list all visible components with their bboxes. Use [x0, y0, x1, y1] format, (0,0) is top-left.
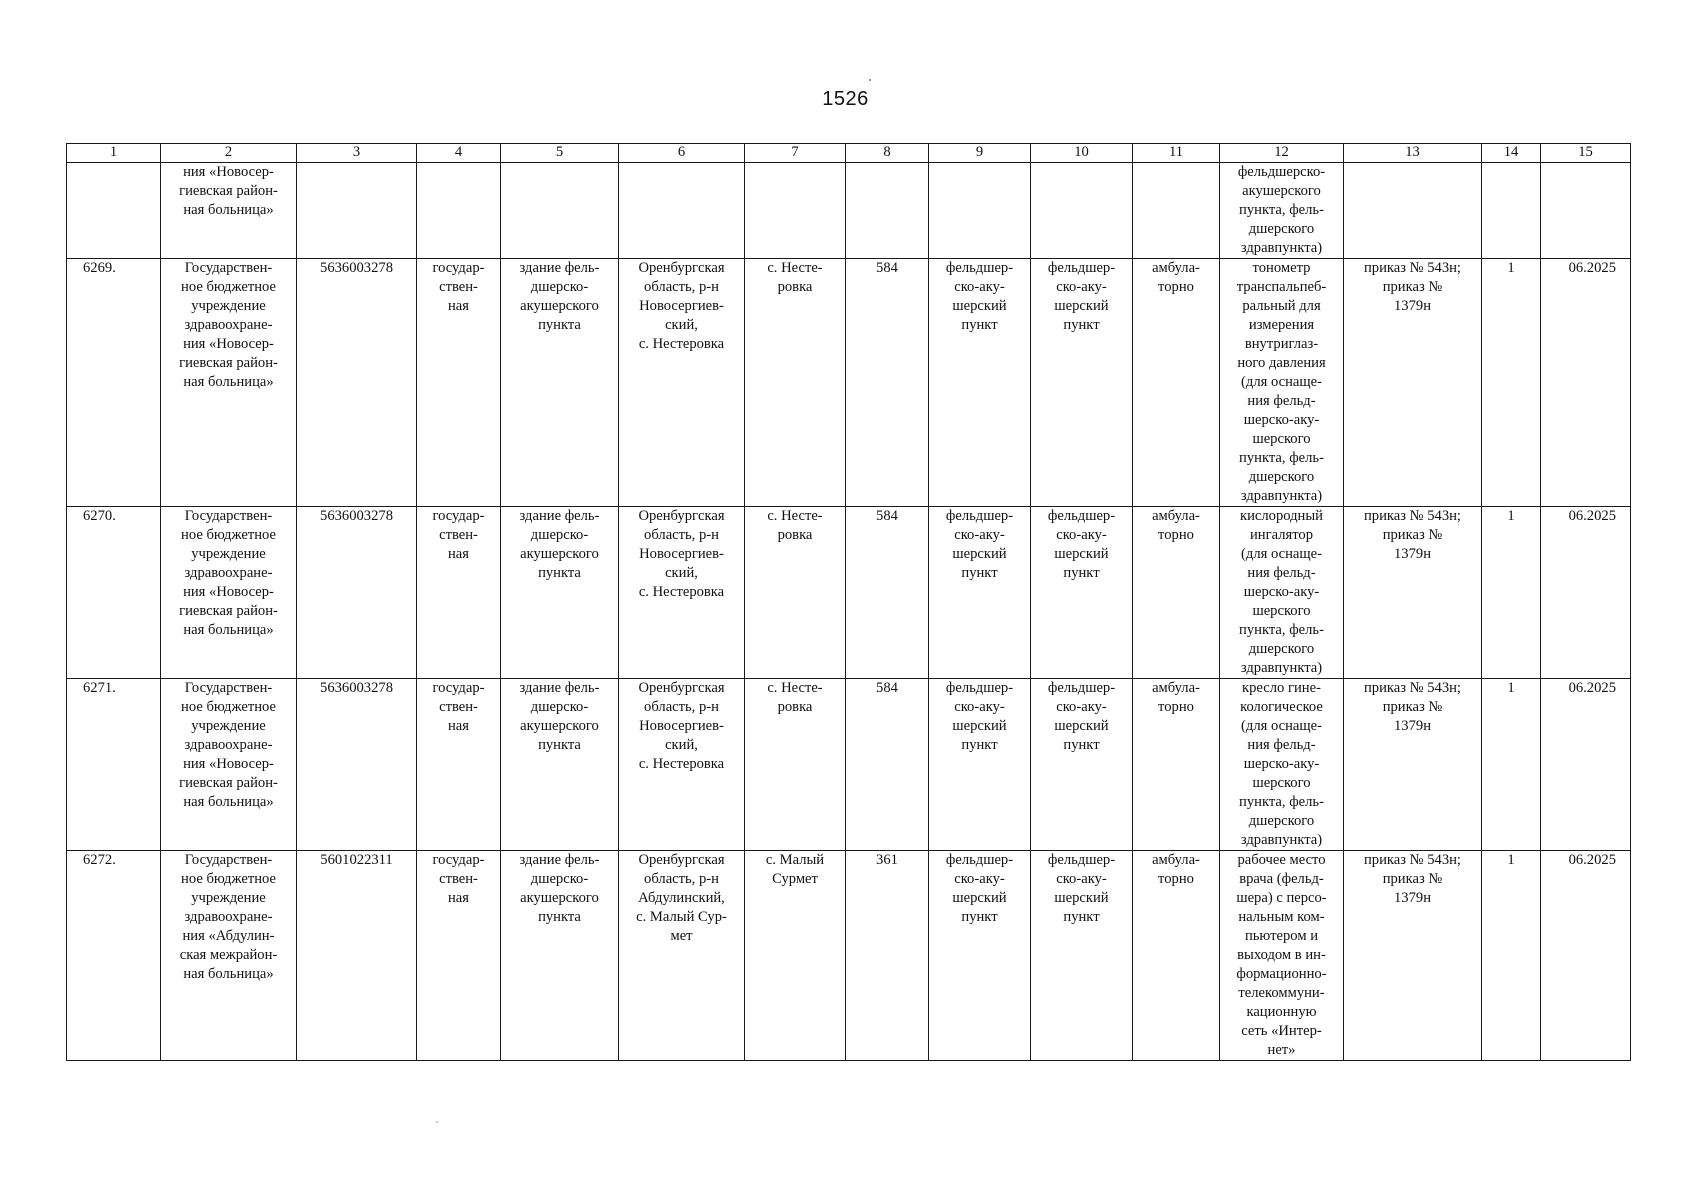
care-form-cell: амбула- торно — [1133, 679, 1220, 851]
order-cell: приказ № 543н; приказ № 1379н — [1344, 679, 1482, 851]
header-cell: 2 — [161, 144, 297, 163]
address-cell — [619, 163, 745, 259]
organization-cell: Государствен- ное бюджетное учреждение здравоохране- ния «Новосер- гиевская район- ная больница» — [161, 259, 297, 507]
ownership-cell — [417, 163, 501, 259]
building-cell: здание фель- дшерско- акушерского пункта — [501, 259, 619, 507]
table-row — [67, 259, 1631, 507]
building-cell — [501, 163, 619, 259]
facility-subtype-cell: фельдшер- ско-аку- шерский пункт — [1031, 851, 1133, 1061]
date-cell: 06.2025 — [1541, 259, 1631, 507]
table-row — [67, 679, 1631, 851]
facility-subtype-cell — [1031, 163, 1133, 259]
header-cell: 3 — [297, 144, 417, 163]
ownership-cell: государ- ствен- ная — [417, 259, 501, 507]
equipment-cell: фельдшерско- акушерского пункта, фель- дшерского здравпункта) — [1220, 163, 1344, 259]
order-cell: приказ № 543н; приказ № 1379н — [1344, 259, 1482, 507]
inn-cell: 5636003278 — [297, 679, 417, 851]
ownership-cell: государ- ствен- ная — [417, 679, 501, 851]
care-form-cell: амбула- торно — [1133, 507, 1220, 679]
row-number-cell — [67, 163, 161, 259]
population-cell: 584 — [846, 507, 929, 679]
scan-speck — [869, 79, 871, 81]
address-cell: Оренбургская область, р-н Новосергиев- ский, с. Нестеровка — [619, 507, 745, 679]
row-number-cell: 6270. — [67, 507, 161, 679]
header-cell: 12 — [1220, 144, 1344, 163]
organization-cell: ния «Новосер- гиевская район- ная больница» — [161, 163, 297, 259]
header-cell: 9 — [929, 144, 1031, 163]
date-cell: 06.2025 — [1541, 679, 1631, 851]
equipment-cell: кресло гине- кологическое (для оснаще- ния фельд- шерско-аку- шерского пункта, фель- дшерского здравпункта) — [1220, 679, 1344, 851]
header-cell: 8 — [846, 144, 929, 163]
settlement-cell: с. Малый Сурмет — [745, 851, 846, 1061]
date-cell: 06.2025 — [1541, 851, 1631, 1061]
organization-cell: Государствен- ное бюджетное учреждение здравоохране- ния «Новосер- гиевская район- ная больница» — [161, 679, 297, 851]
order-cell — [1344, 163, 1482, 259]
population-cell: 584 — [846, 679, 929, 851]
inn-cell: 5601022311 — [297, 851, 417, 1061]
header-cell: 11 — [1133, 144, 1220, 163]
header-row — [67, 144, 1631, 163]
quantity-cell: 1 — [1482, 259, 1541, 507]
registry-table — [66, 143, 1631, 1061]
building-cell: здание фель- дшерско- акушерского пункта — [501, 507, 619, 679]
facility-type-cell — [929, 163, 1031, 259]
header-cell: 13 — [1344, 144, 1482, 163]
header-cell: 15 — [1541, 144, 1631, 163]
row-number-cell: 6272. — [67, 851, 161, 1061]
population-cell: 361 — [846, 851, 929, 1061]
address-cell: Оренбургская область, р-н Новосергиев- ский, с. Нестеровка — [619, 679, 745, 851]
row-number-cell: 6271. — [67, 679, 161, 851]
header-cell: 4 — [417, 144, 501, 163]
header-cell: 14 — [1482, 144, 1541, 163]
facility-type-cell: фельдшер- ско-аку- шерский пункт — [929, 259, 1031, 507]
order-cell: приказ № 543н; приказ № 1379н — [1344, 851, 1482, 1061]
settlement-cell: с. Несте- ровка — [745, 507, 846, 679]
table-row — [67, 507, 1631, 679]
table-row — [67, 163, 1631, 259]
care-form-cell: амбула- торно — [1133, 851, 1220, 1061]
equipment-cell: тонометр транспальпеб- ральный для измерения внутриглаз- ного давления (для оснаще- ния фельд- шерско-аку- шерского пункта, фель- дшерского здравпункта) — [1220, 259, 1344, 507]
page-number: 1526 — [822, 88, 869, 110]
facility-type-cell: фельдшер- ско-аку- шерский пункт — [929, 679, 1031, 851]
care-form-cell: амбула- торно — [1133, 259, 1220, 507]
settlement-cell — [745, 163, 846, 259]
header-cell: 6 — [619, 144, 745, 163]
facility-type-cell: фельдшер- ско-аку- шерский пункт — [929, 851, 1031, 1061]
population-cell — [846, 163, 929, 259]
date-cell — [1541, 163, 1631, 259]
population-cell: 584 — [846, 259, 929, 507]
address-cell: Оренбургская область, р-н Новосергиев- ский, с. Нестеровка — [619, 259, 745, 507]
header-cell: 5 — [501, 144, 619, 163]
ownership-cell: государ- ствен- ная — [417, 507, 501, 679]
ownership-cell: государ- ствен- ная — [417, 851, 501, 1061]
quantity-cell: 1 — [1482, 507, 1541, 679]
building-cell: здание фель- дшерско- акушерского пункта — [501, 679, 619, 851]
equipment-cell: рабочее место врача (фельд- шера) с персо- нальным ком- пьютером и выходом в ин- формационно- телекоммуни- кационную сеть «Интер- нет» — [1220, 851, 1344, 1061]
organization-cell: Государствен- ное бюджетное учреждение здравоохране- ния «Абдулин- ская межрайон- ная больница» — [161, 851, 297, 1061]
facility-type-cell: фельдшер- ско-аку- шерский пункт — [929, 507, 1031, 679]
row-number-cell: 6269. — [67, 259, 161, 507]
care-form-cell — [1133, 163, 1220, 259]
inn-cell — [297, 163, 417, 259]
equipment-cell: кислородный ингалятор (для оснаще- ния фельд- шерско-аку- шерского пункта, фель- дшерского здравпункта) — [1220, 507, 1344, 679]
settlement-cell: с. Несте- ровка — [745, 259, 846, 507]
quantity-cell: 1 — [1482, 851, 1541, 1061]
address-cell: Оренбургская область, р-н Абдулинский, с. Малый Сур- мет — [619, 851, 745, 1061]
organization-cell: Государствен- ное бюджетное учреждение здравоохране- ния «Новосер- гиевская район- ная больница» — [161, 507, 297, 679]
header-cell: 10 — [1031, 144, 1133, 163]
facility-subtype-cell: фельдшер- ско-аку- шерский пункт — [1031, 507, 1133, 679]
table-row — [67, 851, 1631, 1061]
quantity-cell — [1482, 163, 1541, 259]
facility-subtype-cell: фельдшер- ско-аку- шерский пункт — [1031, 679, 1133, 851]
building-cell: здание фель- дшерско- акушерского пункта — [501, 851, 619, 1061]
order-cell: приказ № 543н; приказ № 1379н — [1344, 507, 1482, 679]
facility-subtype-cell: фельдшер- ско-аку- шерский пункт — [1031, 259, 1133, 507]
header-cell: 7 — [745, 144, 846, 163]
quantity-cell: 1 — [1482, 679, 1541, 851]
scan-speck — [436, 1121, 438, 1123]
header-cell: 1 — [67, 144, 161, 163]
inn-cell: 5636003278 — [297, 259, 417, 507]
inn-cell: 5636003278 — [297, 507, 417, 679]
settlement-cell: с. Несте- ровка — [745, 679, 846, 851]
date-cell: 06.2025 — [1541, 507, 1631, 679]
